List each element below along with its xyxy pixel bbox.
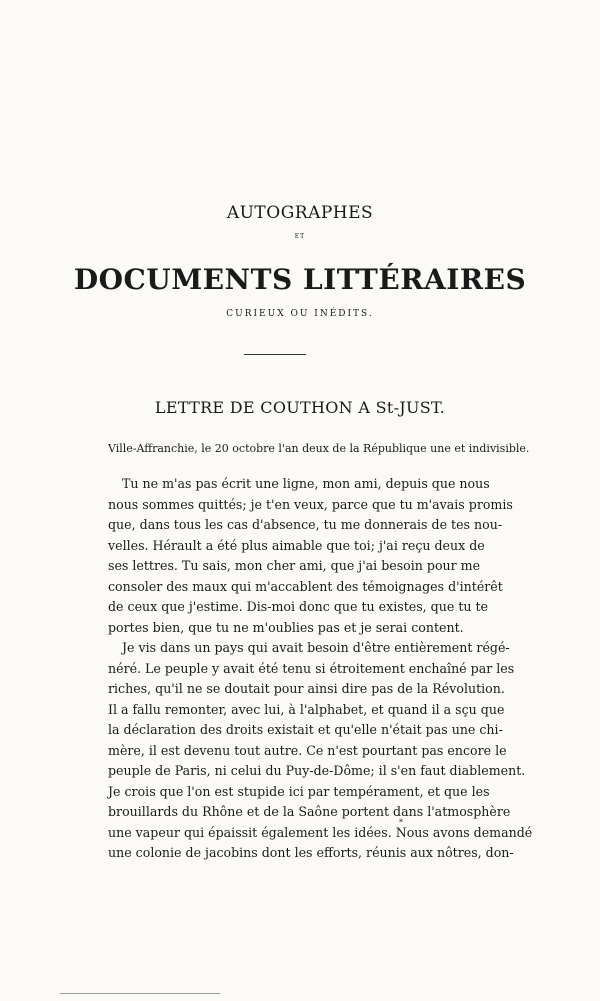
body-line: peuple de Paris, ni celui du Puy-de-Dôme; il s'en faut diablement. [108,763,526,778]
body-line: riches, qu'il ne se doutait pour ainsi dire pas de la Révolution. [108,681,505,696]
letter-heading: LETTRE DE COUTHON A St-JUST. [154,398,446,417]
body-line: brouillards du Rhône et de la Saône portent dans l'atmosphère [108,804,511,819]
signature-mark: * [399,818,403,827]
title-curieux-ou-inedits: CURIEUX OU INÉDITS. [226,309,374,319]
title-et: ET [294,233,306,240]
letter-dateline: Ville-Affranchie, le 20 octobre l'an deux de la République une et indivisible. [108,442,530,455]
body-line: Tu ne m'as pas écrit une ligne, mon ami, depuis que nous [122,476,490,491]
body-line: consoler des maux qui m'accablent des témoignages d'intérêt [108,578,503,594]
body-line: de ceux que j'estime. Dis-moi donc que tu existes, que tu te [108,599,489,614]
body-line: ses lettres. Tu sais, mon cher ami, que j'ai besoin pour me [108,558,481,573]
body-line: néré. Le peuple y avait été tenu si étroitement enchaîné par les [108,660,515,676]
title-documents-litteraires: DOCUMENTS LITTÉRAIRES [73,263,527,296]
page-bottom-rule [60,993,220,994]
body-line: Je crois que l'on est stupide ici par tempérament, et que les [108,783,490,799]
body-line: nous sommes quittés; je t'en veux, parce que tu m'avais promis [108,496,513,512]
title-autographes: AUTOGRAPHES [226,203,374,223]
body-line: Je vis dans un pays qui avait besoin d'être entièrement régé- [122,640,510,655]
letter-body [108,474,533,864]
body-line: une colonie de jacobins dont les efforts, réunis aux nôtres, don- [108,845,514,860]
body-line: une vapeur qui épaissit également les idées. Nous avons demandé [108,824,533,840]
body-line: velles. Hérault a été plus aimable que toi; j'ai reçu deux de [108,537,485,553]
body-line: Il a fallu remonter, avec lui, à l'alphabet, et quand il a sçu que [108,701,505,717]
body-line: la déclaration des droits existait et qu'elle n'était pas une chi- [108,722,503,737]
body-line: que, dans tous les cas d'absence, tu me donnerais de tes nou- [108,517,503,532]
body-line: mère, il est devenu tout autre. Ce n'est pourtant pas encore le [108,742,507,758]
title-divider [244,354,306,355]
body-line: portes bien, que tu ne m'oublies pas et je serai content. [108,619,464,635]
